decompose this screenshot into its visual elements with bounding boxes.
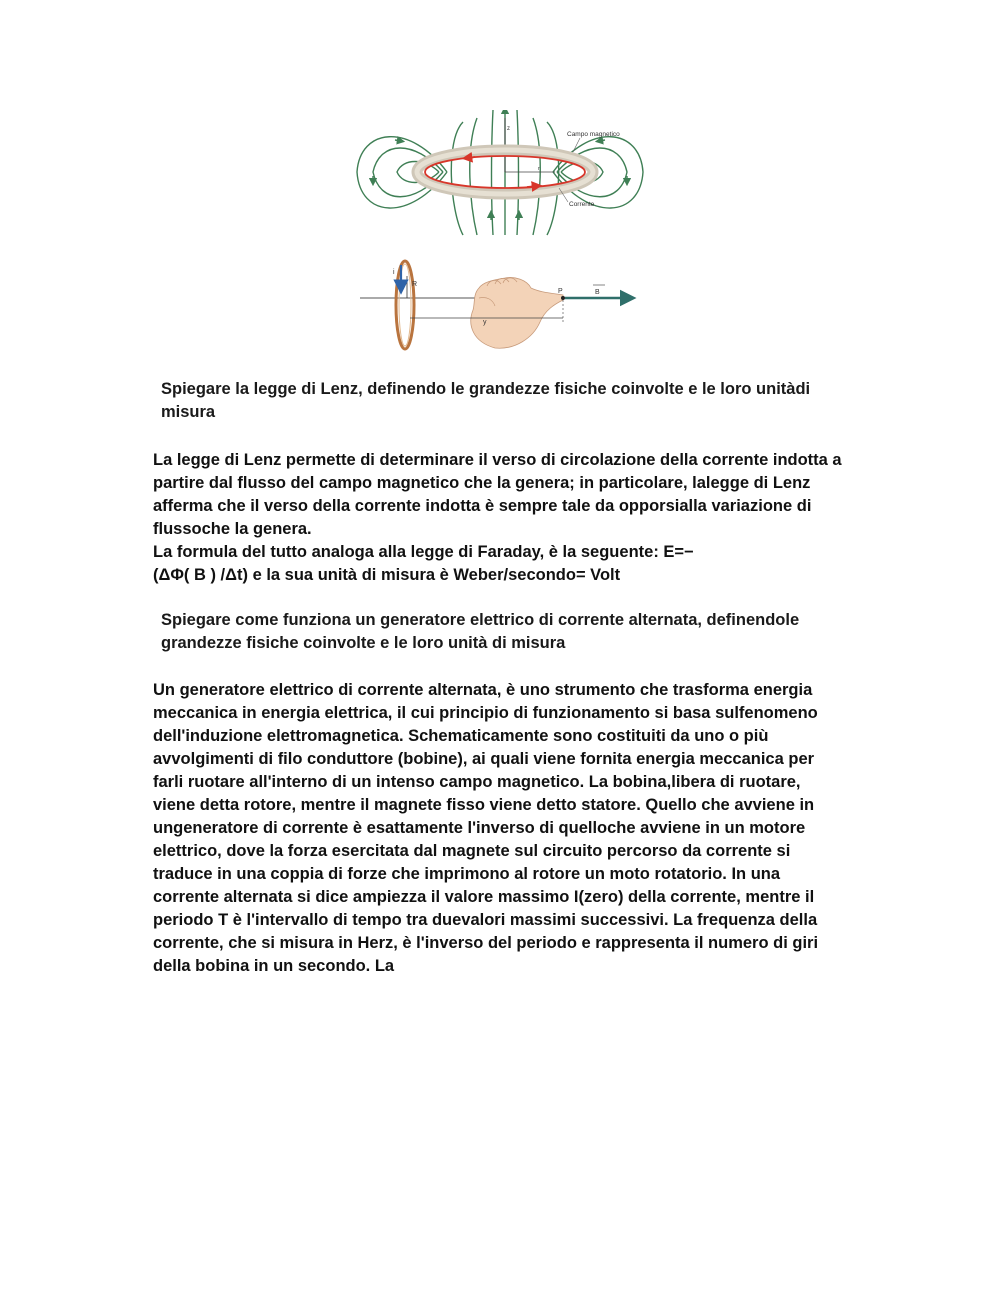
answer-lenz-paragraph: La legge di Lenz permette di determinare il verso di circolazione della corrente indotta a partire dal flusso del campo magnetico che la genera; in particolare, lalegge di Lenz afferma che il verso della corrente indotta è sempre tale da opporsialla variazione di flussoche la genera. (153, 451, 842, 538)
question-generator (161, 609, 821, 655)
radius-label: R (412, 281, 418, 288)
current-loop (417, 150, 593, 194)
question-generator-line2: grandezze fisiche coinvolte e le loro unità di misura (161, 634, 566, 652)
magnetic-field-label: Campo magnetico (567, 131, 620, 138)
answer-lenz-units-line: (ΔΦ( B ) /Δt) e la sua unità di misura è Weber/secondo= Volt (153, 566, 621, 584)
answer-generator (153, 679, 843, 978)
answer-lenz (153, 449, 843, 587)
question-generator-line1: Spiegare come funziona un generatore elettrico di corrente alternata, definendole (161, 611, 800, 629)
hand-icon (471, 277, 563, 348)
physics-figure (355, 110, 645, 360)
distance-y-label: y (483, 319, 487, 326)
radius-r-label: r (538, 166, 540, 172)
field-b-label: B (595, 289, 600, 296)
current-label: Corrente (569, 201, 595, 208)
right-hand-rule-diagram (360, 261, 627, 349)
answer-generator-paragraph: Un generatore elettrico di corrente alternata, è uno strumento che trasforma energia meccanica in energia elettrica, il cui principio di funzionamento si basa sulfenomeno dell'induzione elettromagnetica. Schematicamente sono costituiti da uno o più avvolgimenti di filo conduttore (bobine), ai quali viene fornita energia meccanica per farli ruotare all'interno di un intenso campo magnetico. La bobina,libera di ruotare, viene detta rotore, mentre il magnete fisso viene detto statore. Quello che avviene in ungeneratore di corrente è esattamente l'inverso di quelloche avviene in un motore elettrico, dove la forza esercitata dal magnete sul circuito percorso da corrente si traduce in una coppia di forze che imprimono al rotore un moto rotatorio. In una corrente alternata si dice ampiezza il valore massimo I(zero) della corrente, mentre il periodo T è l'intervallo di tempo tra duevalori massimi successivi. La frequenza della corrente, che si misura in Herz, è l'inverso del periodo e rappresenta il numero di giri della bobina in un secondo. La (153, 681, 819, 975)
field-lines (357, 110, 643, 235)
question-lenz-line1: Spiegare la legge di Lenz, definendo le grandezze fisiche coinvolte e le loro unitàdi (161, 380, 811, 398)
magnetic-field-diagram (355, 110, 645, 360)
z-axis-label: z (507, 126, 510, 132)
question-lenz-line2: misura (161, 403, 216, 421)
current-i-label: i (393, 269, 395, 276)
point-p-label: P (558, 288, 563, 295)
question-lenz (161, 378, 821, 424)
answer-lenz-formula-line: La formula del tutto analoga alla legge di Faraday, è la seguente: E=− (153, 543, 694, 561)
